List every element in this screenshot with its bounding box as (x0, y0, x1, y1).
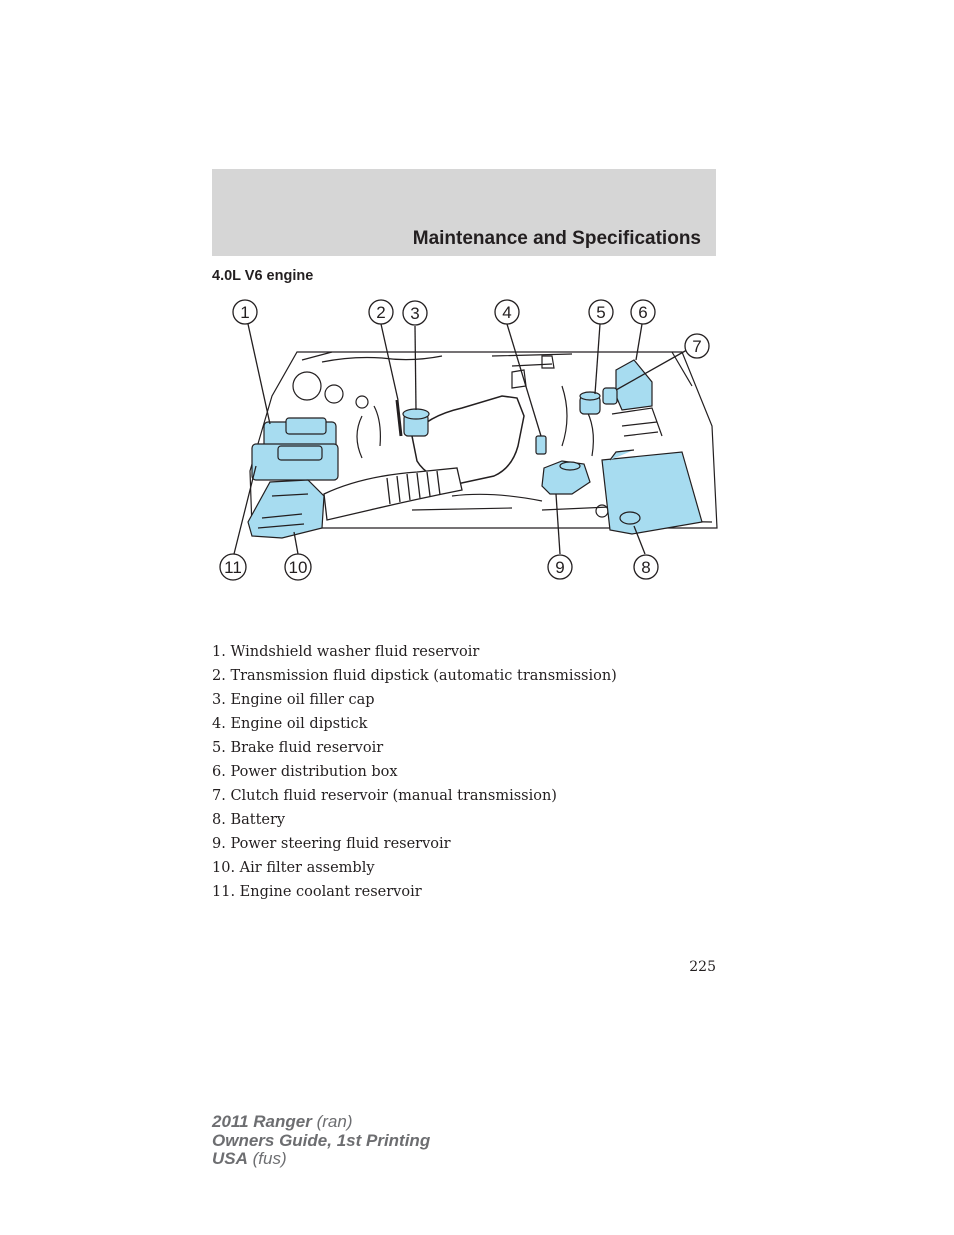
callout-10-label: 10 (288, 558, 308, 577)
engine-subheading: 4.0L V6 engine (212, 268, 314, 284)
engine-diagram-svg (212, 296, 718, 590)
callout-6 (631, 300, 655, 324)
callout-5-label: 5 (596, 303, 606, 322)
callout-11-label: 11 (224, 558, 242, 577)
legend-item: 2. Transmission fluid dipstick (automatic transmission) (212, 668, 617, 684)
callout-11 (220, 554, 246, 580)
air-intake-tube (324, 468, 462, 520)
brake-reservoir-shape (580, 392, 600, 414)
legend-item: 4. Engine oil dipstick (212, 716, 368, 732)
footer-line-2 (212, 1132, 430, 1151)
power-distribution-box-shape (616, 360, 652, 410)
component-legend (212, 640, 617, 904)
battery-shape (602, 450, 702, 534)
legend-item: 8. Battery (212, 812, 286, 828)
callout-1-label: 1 (240, 303, 250, 322)
callout-7 (685, 334, 709, 358)
footer-market-code: (fus) (252, 1149, 287, 1168)
callout-1 (233, 300, 257, 324)
callout-8 (634, 555, 658, 579)
footer-market: USA (212, 1149, 248, 1168)
callout-3-label: 3 (410, 304, 420, 323)
callout-9-label: 9 (555, 558, 565, 577)
legend-item: 5. Brake fluid reservoir (212, 740, 384, 756)
clutch-reservoir-shape (603, 388, 617, 404)
oil-filler-cap-shape (403, 409, 429, 436)
page-number: 225 (689, 959, 716, 975)
callout-6-label: 6 (638, 303, 648, 322)
air-filter-shape (248, 480, 324, 538)
callout-2 (369, 300, 393, 324)
footer-model-code: (ran) (316, 1112, 353, 1131)
legend-item: 10. Air filter assembly (212, 860, 375, 876)
legend-item: 11. Engine coolant reservoir (212, 884, 422, 900)
trans-dipstick-shape (397, 400, 401, 436)
legend-item: 9. Power steering fluid reservoir (212, 836, 451, 852)
section-header-band (212, 169, 716, 256)
footer-line-1 (212, 1113, 430, 1132)
callout-4 (495, 300, 519, 324)
callout-4-label: 4 (502, 303, 512, 322)
footer-line-3 (212, 1150, 430, 1169)
footer-model: 2011 Ranger (212, 1112, 312, 1131)
coolant-reservoir-shape (252, 444, 338, 480)
legend-item: 7. Clutch fluid reservoir (manual transmission) (212, 788, 557, 804)
callout-2-label: 2 (376, 303, 386, 322)
callout-9 (548, 555, 572, 579)
section-title: Maintenance and Specifications (412, 228, 701, 249)
engine-diagram (212, 296, 718, 590)
footer-printing: Owners Guide, 1st Printing (212, 1130, 431, 1150)
callout-3 (403, 301, 427, 325)
callout-10 (285, 554, 311, 580)
document-footer (212, 1113, 430, 1169)
callout-5 (589, 300, 613, 324)
callout-8-label: 8 (641, 558, 651, 577)
power-steering-reservoir-shape (542, 461, 590, 494)
legend-item: 1. Windshield washer fluid reservoir (212, 644, 480, 660)
oil-dipstick-shape (536, 436, 546, 454)
legend-item: 3. Engine oil filler cap (212, 692, 375, 708)
callout-7-label: 7 (692, 337, 702, 356)
legend-item: 6. Power distribution box (212, 764, 398, 780)
